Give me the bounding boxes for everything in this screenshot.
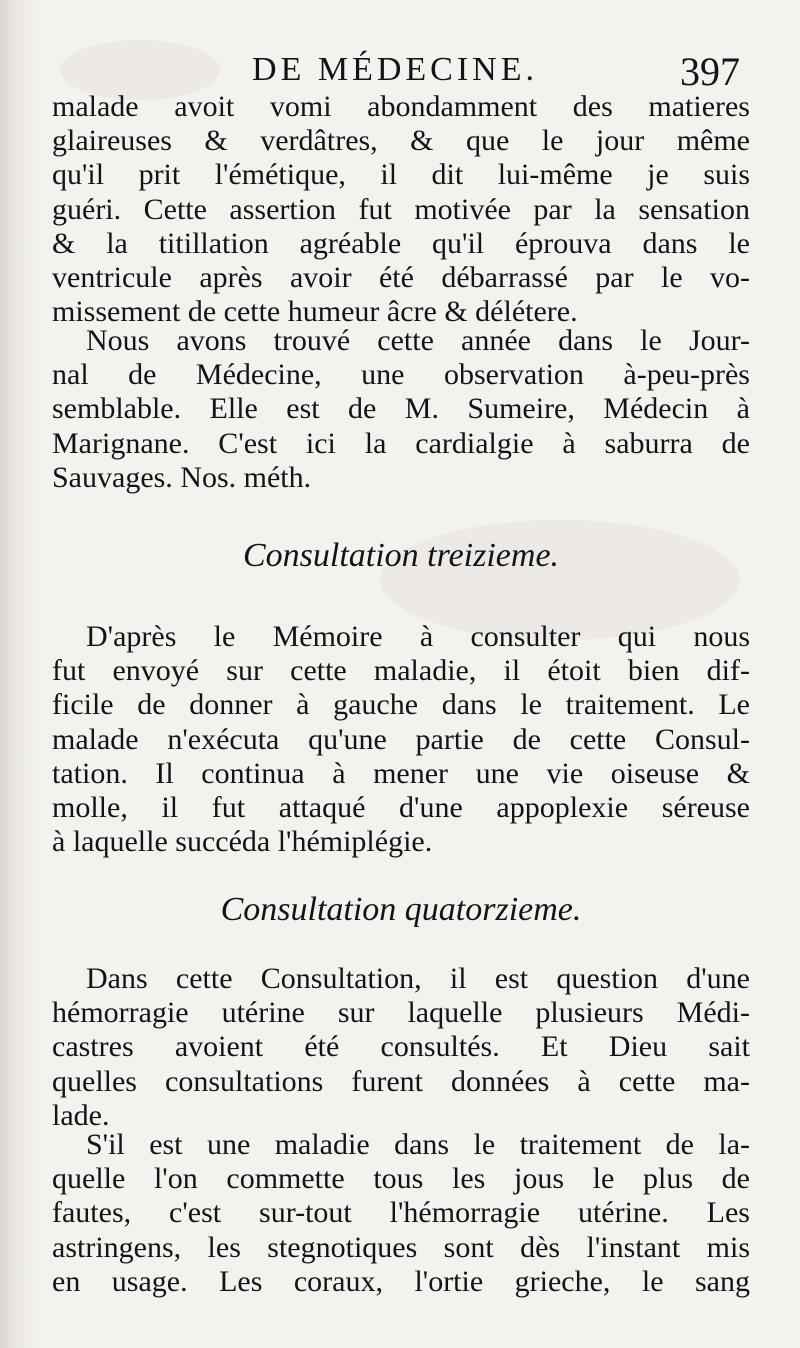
page-number: 397 [680, 49, 740, 94]
text-line: D'après le Mémoire à consulter qui nous [86, 620, 750, 653]
text-line: fautes, c'est sur-tout l'hémorragie utérine. Les [52, 1196, 750, 1230]
text-line: fut envoyé sur cette maladie, il étoit bien dif- [52, 654, 750, 688]
text-line: ventricule après avoir été débarrassé par le vo- [52, 261, 750, 294]
running-head [50, 44, 740, 96]
text-line: astringens, les stegnotiques sont dès l'instant mis [52, 1230, 750, 1264]
text-line: Nous avons trouvé cette année dans le Jour- [86, 324, 750, 357]
running-title: DE MÉDECINE. [252, 51, 538, 88]
text-line: Sauvages. Nos. méth. [52, 460, 312, 494]
section-heading: Consultation quatorzieme. [220, 891, 582, 928]
text-line: quelle l'on commette tous les jous le plus de [52, 1162, 750, 1196]
section-heading: Consultation treizieme. [242, 537, 560, 574]
text-line: S'il est une maladie dans le traitement de la- [86, 1128, 750, 1161]
text-line: hémorragie utérine sur laquelle plusieurs Médi- [52, 996, 750, 1030]
text-line: malade avoit vomi abondamment des matieres [52, 90, 750, 123]
text-line: glaireuses & verdâtres, & que le jour même [52, 124, 750, 158]
text-line: guéri. Cette assertion fut motivée par la sensation [52, 192, 750, 226]
text-line: Dans cette Consultation, il est question d'une [86, 962, 750, 995]
gutter-shadow [0, 0, 40, 1348]
text-line: Marignane. C'est ici la cardialgie à saburra de [52, 426, 750, 460]
text-line: ficile de donner à gauche dans le traitement. Le [52, 688, 750, 722]
text-line: nal de Médecine, une observation à-peu-près [52, 358, 750, 392]
text-line: lade. [52, 1098, 110, 1132]
text-line: semblable. Elle est de M. Sumeire, Médecin à [52, 392, 750, 426]
text-line: missement de cette humeur âcre & délétere. [52, 295, 578, 329]
text-line: à laquelle succéda l'hémiplégie. [52, 825, 433, 859]
text-line: molle, il fut attaqué d'une appoplexie séreuse [52, 791, 750, 824]
text-line: malade n'exécuta qu'une partie de cette Consul- [52, 722, 750, 756]
text-line: quelles consultations furent données à cette ma- [52, 1064, 750, 1098]
text-line: tation. Il continua à mener une vie oiseuse & [52, 756, 750, 790]
text-line: qu'il prit l'émétique, il dit lui-même je suis [52, 158, 750, 192]
text-line: & la titillation agréable qu'il éprouva dans le [52, 226, 750, 260]
text-line: castres avoient été consultés. Et Dieu sait [52, 1030, 750, 1064]
text-line: en usage. Les coraux, l'ortie grieche, le sang [52, 1264, 750, 1298]
